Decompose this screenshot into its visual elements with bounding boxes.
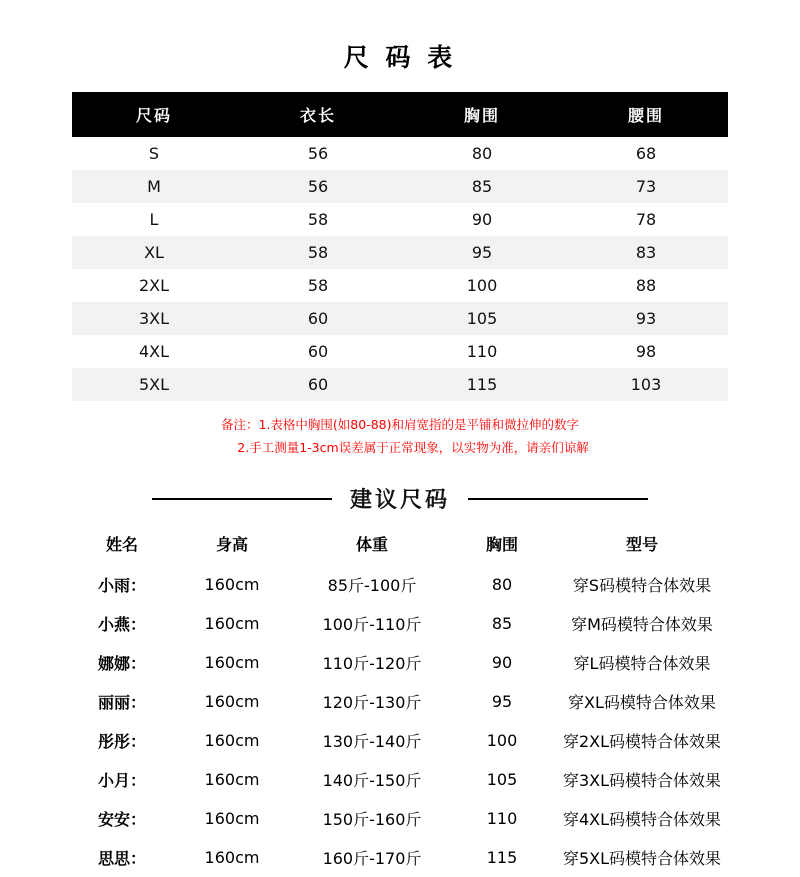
table-row [72, 682, 732, 721]
model-weight-cell: 100斤-110斤 [322, 615, 422, 635]
model-bust-cell: 80 [491, 575, 513, 595]
model-height-cell: 160cm [204, 770, 260, 790]
model-size-cell: 穿2XL码模特合体效果 [562, 732, 722, 752]
model-bust-cell: 115 [486, 848, 518, 868]
size-cell: L [72, 203, 236, 236]
model-name-cell: 彤彤： [97, 732, 146, 752]
model-weight-cell: 85斤-100斤 [327, 576, 417, 596]
bust-cell: 90 [400, 203, 564, 236]
recommend-header-cell: 姓名 [105, 535, 138, 555]
table-row [72, 335, 728, 368]
waist-cell: 83 [564, 236, 728, 269]
model-bust-cell: 95 [491, 692, 513, 712]
bust-cell: 105 [400, 302, 564, 335]
section-title: 建议尺码 [349, 488, 450, 514]
length-cell: 60 [236, 368, 400, 401]
note-line-1: 备注：1.表格中胸围(如80-88)和肩宽指的是平铺和微拉伸的数字 [220, 417, 579, 432]
recommend-header-cell: 胸围 [485, 535, 518, 555]
model-size-cell: 穿M码模特合体效果 [571, 615, 713, 635]
size-table-header-cell: 胸围 [400, 92, 564, 137]
bust-cell: 110 [400, 335, 564, 368]
length-cell: 58 [236, 236, 400, 269]
recommend-table [72, 526, 732, 877]
size-cell: M [72, 170, 236, 203]
model-height-cell: 160cm [204, 614, 260, 634]
size-cell: XL [72, 236, 236, 269]
recommend-table-container [0, 526, 800, 877]
recommend-section-header [0, 483, 800, 514]
model-name-cell: 娜娜： [97, 654, 146, 674]
table-row [72, 721, 732, 760]
model-name-cell: 小月： [97, 771, 146, 791]
model-weight-cell: 160斤-170斤 [322, 849, 422, 869]
size-table-body [72, 137, 728, 401]
size-cell: 2XL [72, 269, 236, 302]
size-cell: 5XL [72, 368, 236, 401]
size-cell: S [72, 137, 236, 170]
notes-block [0, 413, 800, 459]
bust-cell: 95 [400, 236, 564, 269]
table-row [72, 236, 728, 269]
model-name-cell: 小燕： [97, 615, 146, 635]
model-name-cell: 丽丽： [97, 693, 146, 713]
waist-cell: 68 [564, 137, 728, 170]
waist-cell: 103 [564, 368, 728, 401]
table-row [72, 137, 728, 170]
model-height-cell: 160cm [204, 692, 260, 712]
model-height-cell: 160cm [204, 809, 260, 829]
model-height-cell: 160cm [204, 848, 260, 868]
note-line-2: 2.手工测量1-3cm误差属于正常现象，以实物为准，请亲们谅解 [237, 440, 589, 456]
model-weight-cell: 110斤-120斤 [322, 654, 422, 674]
size-table-header-cell: 衣长 [236, 92, 400, 137]
size-table-header-cell: 尺码 [72, 92, 236, 137]
length-cell: 56 [236, 170, 400, 203]
size-table-container [0, 92, 800, 401]
length-cell: 58 [236, 203, 400, 236]
bust-cell: 80 [400, 137, 564, 170]
size-chart-page [0, 38, 800, 869]
divider-left [152, 498, 332, 500]
waist-cell: 88 [564, 269, 728, 302]
model-bust-cell: 100 [486, 731, 518, 751]
waist-cell: 93 [564, 302, 728, 335]
model-size-cell: 穿S码模特合体效果 [572, 576, 712, 596]
model-height-cell: 160cm [204, 575, 260, 595]
recommend-header-cell: 体重 [355, 535, 388, 555]
model-bust-cell: 90 [491, 653, 513, 673]
table-row [72, 269, 728, 302]
size-table-header-cell: 腰围 [564, 92, 728, 137]
model-height-cell: 160cm [204, 653, 260, 673]
bust-cell: 115 [400, 368, 564, 401]
table-row [72, 565, 732, 604]
bust-cell: 85 [400, 170, 564, 203]
model-weight-cell: 130斤-140斤 [322, 732, 422, 752]
model-size-cell: 穿3XL码模特合体效果 [562, 771, 722, 791]
model-size-cell: 穿XL码模特合体效果 [568, 693, 716, 713]
recommend-header-cell: 身高 [215, 535, 248, 555]
waist-cell: 73 [564, 170, 728, 203]
length-cell: 60 [236, 302, 400, 335]
table-row [72, 170, 728, 203]
table-row [72, 604, 732, 643]
size-table-head [72, 92, 728, 137]
model-bust-cell: 110 [486, 809, 518, 829]
model-name-cell: 安安： [97, 810, 146, 830]
size-cell: 3XL [72, 302, 236, 335]
model-bust-cell: 105 [486, 770, 518, 790]
page-title: 尺 码 表 [343, 43, 457, 72]
model-size-cell: 穿L码模特合体效果 [573, 654, 711, 674]
recommend-header-row [72, 526, 732, 565]
model-name-cell: 小雨： [97, 576, 146, 596]
recommend-table-head [72, 526, 732, 565]
model-bust-cell: 85 [491, 614, 513, 634]
bust-cell: 100 [400, 269, 564, 302]
size-table [72, 92, 728, 401]
table-row [72, 302, 728, 335]
size-cell: 4XL [72, 335, 236, 368]
table-row [72, 760, 732, 799]
table-row [72, 838, 732, 877]
model-size-cell: 穿4XL码模特合体效果 [562, 810, 722, 830]
recommend-header-cell: 型号 [625, 535, 658, 555]
length-cell: 60 [236, 335, 400, 368]
divider-right [468, 498, 648, 500]
model-name-cell: 思思： [97, 849, 146, 869]
model-weight-cell: 140斤-150斤 [322, 771, 422, 791]
model-height-cell: 160cm [204, 731, 260, 751]
waist-cell: 78 [564, 203, 728, 236]
length-cell: 56 [236, 137, 400, 170]
model-size-cell: 穿5XL码模特合体效果 [562, 849, 722, 869]
table-row [72, 368, 728, 401]
model-weight-cell: 120斤-130斤 [322, 693, 422, 713]
table-row [72, 799, 732, 838]
table-row [72, 643, 732, 682]
size-table-header-row [72, 92, 728, 137]
model-weight-cell: 150斤-160斤 [322, 810, 422, 830]
recommend-table-body [72, 565, 732, 877]
length-cell: 58 [236, 269, 400, 302]
table-row [72, 203, 728, 236]
waist-cell: 98 [564, 335, 728, 368]
